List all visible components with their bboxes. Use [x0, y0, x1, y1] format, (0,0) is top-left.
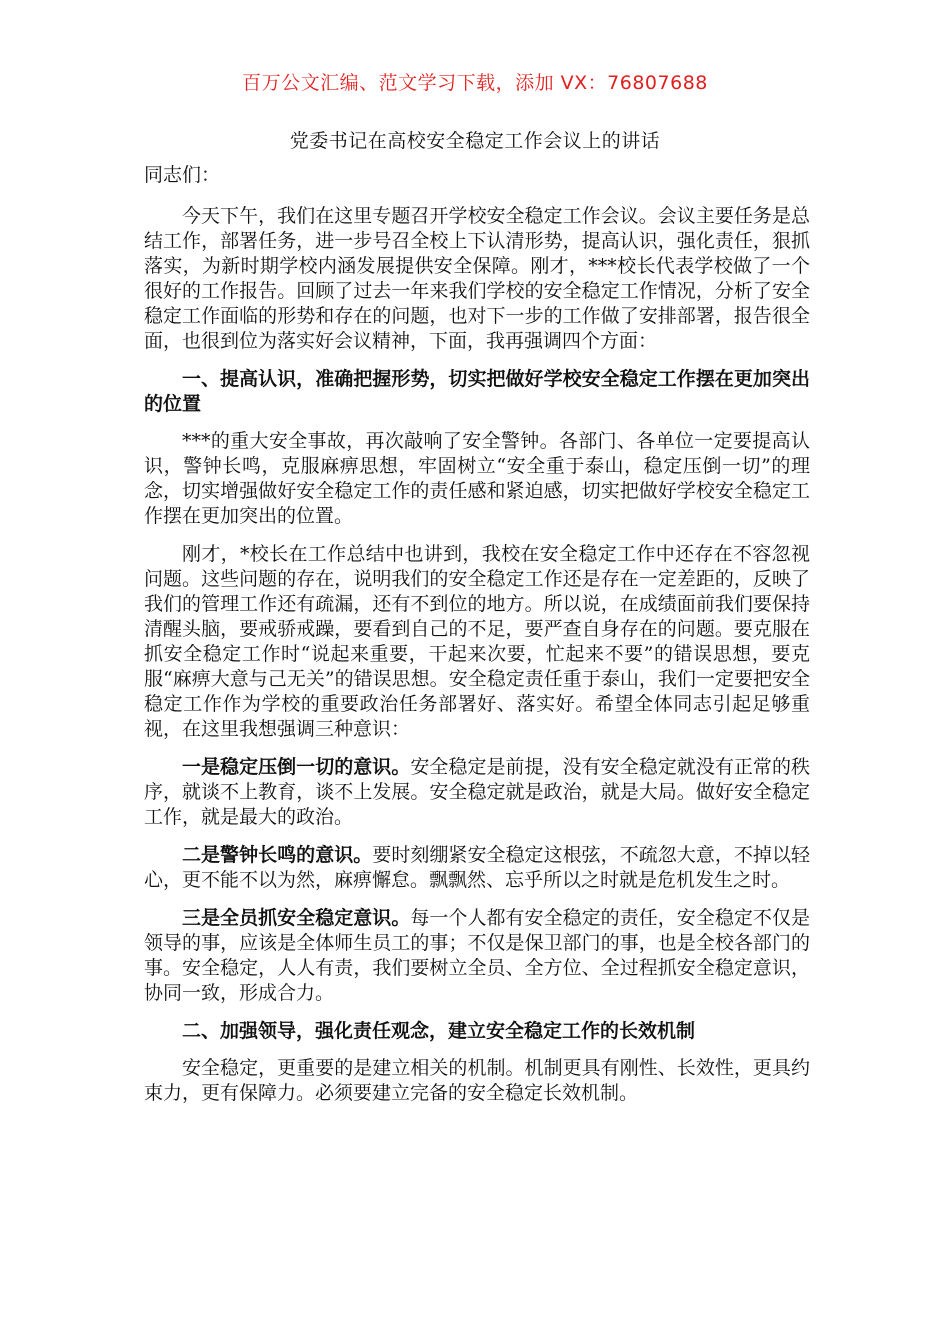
paragraph-2: 刚才，*校长在工作总结中也讲到，我校在安全稳定工作中还存在不容忽视问题。这些问题的存在，说明我们的安全稳定工作还是存在一定差距的，反映了我们的管理工作还有疏漏，还有不到位的地方。所以说，在成绩面前我们要保持清醒头脑，要戒骄戒躁，要看到自己的不足，要严查自身存在的问题。要克服在抓安全稳定工作时“说起来重要，干起来次要，忙起来不要”的错误思想，要克服“麻痹大意与己无关”的错误思想。安全稳定责任重于泰山，我们一定要把安全稳定工作作为学校的重要政治任务部署好、落实好。希望全体同志引起足够重视，在这里我想强调三种意识： — [144, 543, 810, 740]
section-heading-2: 二、加强领导，强化责任观念，建立安全稳定工作的长效机制 — [182, 1020, 696, 1042]
paragraph-4-body: 要时刻绷紧安全稳定这根弦，不疏忽大意，不掉以轻心，更不能不以为然，麻痹懈怠。飘飘然、忘乎所以之时就是危机发生之时。 — [144, 844, 810, 891]
paragraph-6: 安全稳定，更重要的是建立相关的机制。机制更具有刚性、长效性，更具约束力，更有保障力。必须要建立完备的安全稳定长效机制。 — [144, 1057, 810, 1104]
document-body — [144, 163, 810, 1119]
paragraph-3-lead: 一是稳定压倒一切的意识。 — [182, 756, 411, 778]
paragraph-5-lead: 三是全员抓安全稳定意识。 — [182, 907, 411, 929]
paragraph-4-lead: 二是警钟长鸣的意识。 — [182, 844, 373, 866]
paragraph-5-body: 每一个人都有安全稳定的责任，安全稳定不仅是领导的事，应该是全体师生员工的事；不仅是保卫部门的事，也是全校各部门的事。安全稳定，人人有责，我们要树立全员、全方位、全过程抓安全稳定意识，协同一致，形成合力。 — [144, 907, 810, 1004]
paragraph-3 — [144, 755, 810, 830]
salutation: 同志们： — [144, 164, 221, 186]
paragraph-4 — [144, 843, 810, 893]
document-title: 党委书记在高校安全稳定工作会议上的讲话 — [289, 130, 661, 152]
intro-paragraph: 今天下午，我们在这里专题召开学校安全稳定工作会议。会议主要任务是总结工作，部署任务，进一步号召全校上下认清形势，提高认识，强化责任，狠抓落实，为新时期学校内涵发展提供安全保障。刚才，***校长代表学校做了一个很好的工作报告。回顾了过去一年来我们学校的安全稳定工作情况，分析了安全稳定工作面临的形势和存在的问题，也对下一步的工作做了安排部署，报告很全面，也很到位为落实好会议精神，下面，我再强调四个方面： — [144, 205, 810, 352]
paragraph-5 — [144, 906, 810, 1006]
promo-banner: 百万公文汇编、范文学习下载，添加 VX：76807688 — [242, 72, 708, 94]
paragraph-1: ***的重大安全事故，再次敲响了安全警钟。各部门、各单位一定要提高认识，警钟长鸣，克服麻痹思想，牢固树立“安全重于泰山，稳定压倒一切”的理念，切实增强做好安全稳定工作的责任感和紧迫感，切实把做好学校安全稳定工作摆在更加突出的位置。 — [144, 430, 810, 527]
section-heading-1: 一、提高认识，准确把握形势，切实把做好学校安全稳定工作摆在更加突出的位置 — [144, 368, 810, 415]
paragraph-3-body: 安全稳定是前提，没有安全稳定就没有正常的秩序，就谈不上教育，谈不上发展。安全稳定就是政治，就是大局。做好安全稳定工作，就是最大的政治。 — [144, 756, 810, 828]
